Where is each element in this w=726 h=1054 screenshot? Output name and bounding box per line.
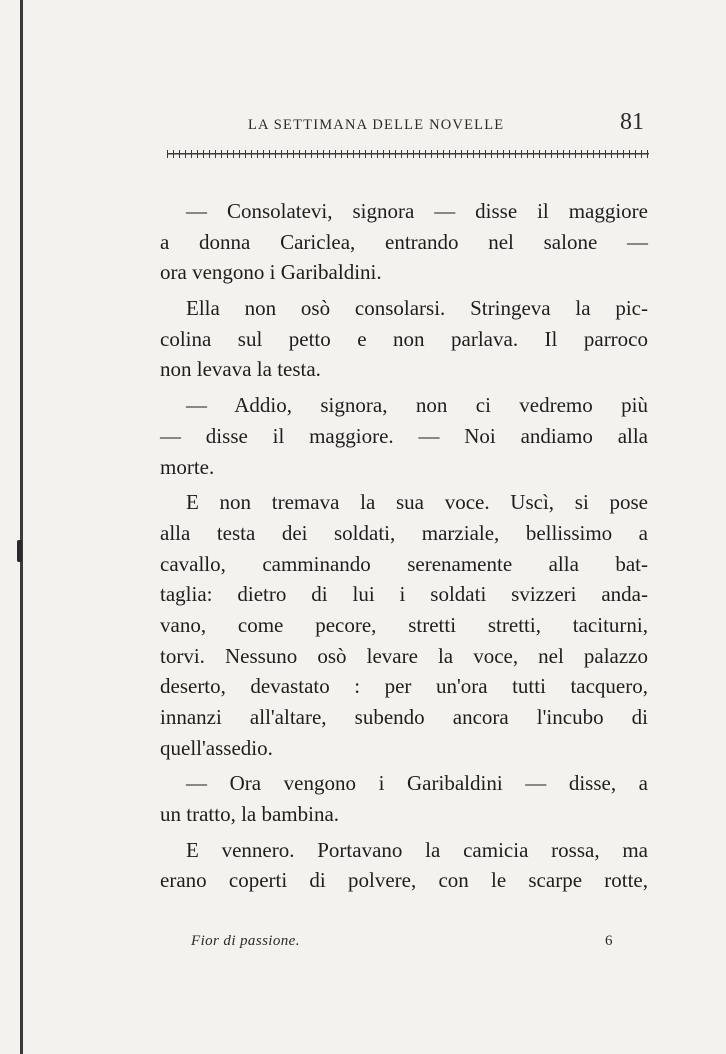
running-header [248,109,648,139]
text-line: vano, come pecore, stretti stretti, taciturni, [160,612,648,637]
text-line: E non tremava la sua voce. Uscì, si pose [186,490,648,515]
decorative-rule [167,149,649,159]
binding-mark [17,540,22,562]
text-line: a donna Cariclea, entrando nel salone — [160,229,648,254]
text-line: quell'assedio. [160,735,273,760]
text-line: — Ora vengono i Garibaldini — disse, a [186,771,648,796]
text-line: torvi. Nessuno osò levare la voce, nel palazzo [160,643,648,668]
text-line: — Addio, signora, non ci vedremo più [186,393,648,418]
text-line: erano coperti di polvere, con le scarpe rotte, [160,868,648,893]
footer-book-title: Fior di passione. [191,933,300,949]
body-text [160,196,648,896]
page-footer [191,933,611,957]
text-line: E vennero. Portavano la camicia rossa, ma [186,837,648,862]
text-line: cavallo, camminando serenamente alla bat- [160,551,648,576]
text-line: — disse il maggiore. — Noi andiamo alla [160,423,648,448]
text-line: deserto, devastato : per un'ora tutti tacquero, [160,674,648,699]
text-line: non levava la testa. [160,357,321,382]
page-binding-edge [20,0,23,1054]
text-line: innanzi all'altare, subendo ancora l'incubo di [160,705,648,729]
text-line: taglia: dietro di lui i soldati svizzeri anda- [160,582,648,607]
running-title: LA SETTIMANA DELLE NOVELLE [248,117,505,133]
text-line: Ella non osò consolarsi. Stringeva la pic- [186,296,648,321]
text-line: morte. [160,454,215,479]
text-line: ora vengono i Garibaldini. [160,260,382,285]
page-number: 81 [620,109,644,135]
text-line: — Consolatevi, signora — disse il maggiore [186,199,648,223]
text-line: un tratto, la bambina. [160,802,340,827]
text-line: colina sul petto e non parlava. Il parroco [160,326,648,351]
text-line: alla testa dei soldati, marziale, bellissimo a [160,520,648,545]
signature-mark: 6 [605,933,613,949]
